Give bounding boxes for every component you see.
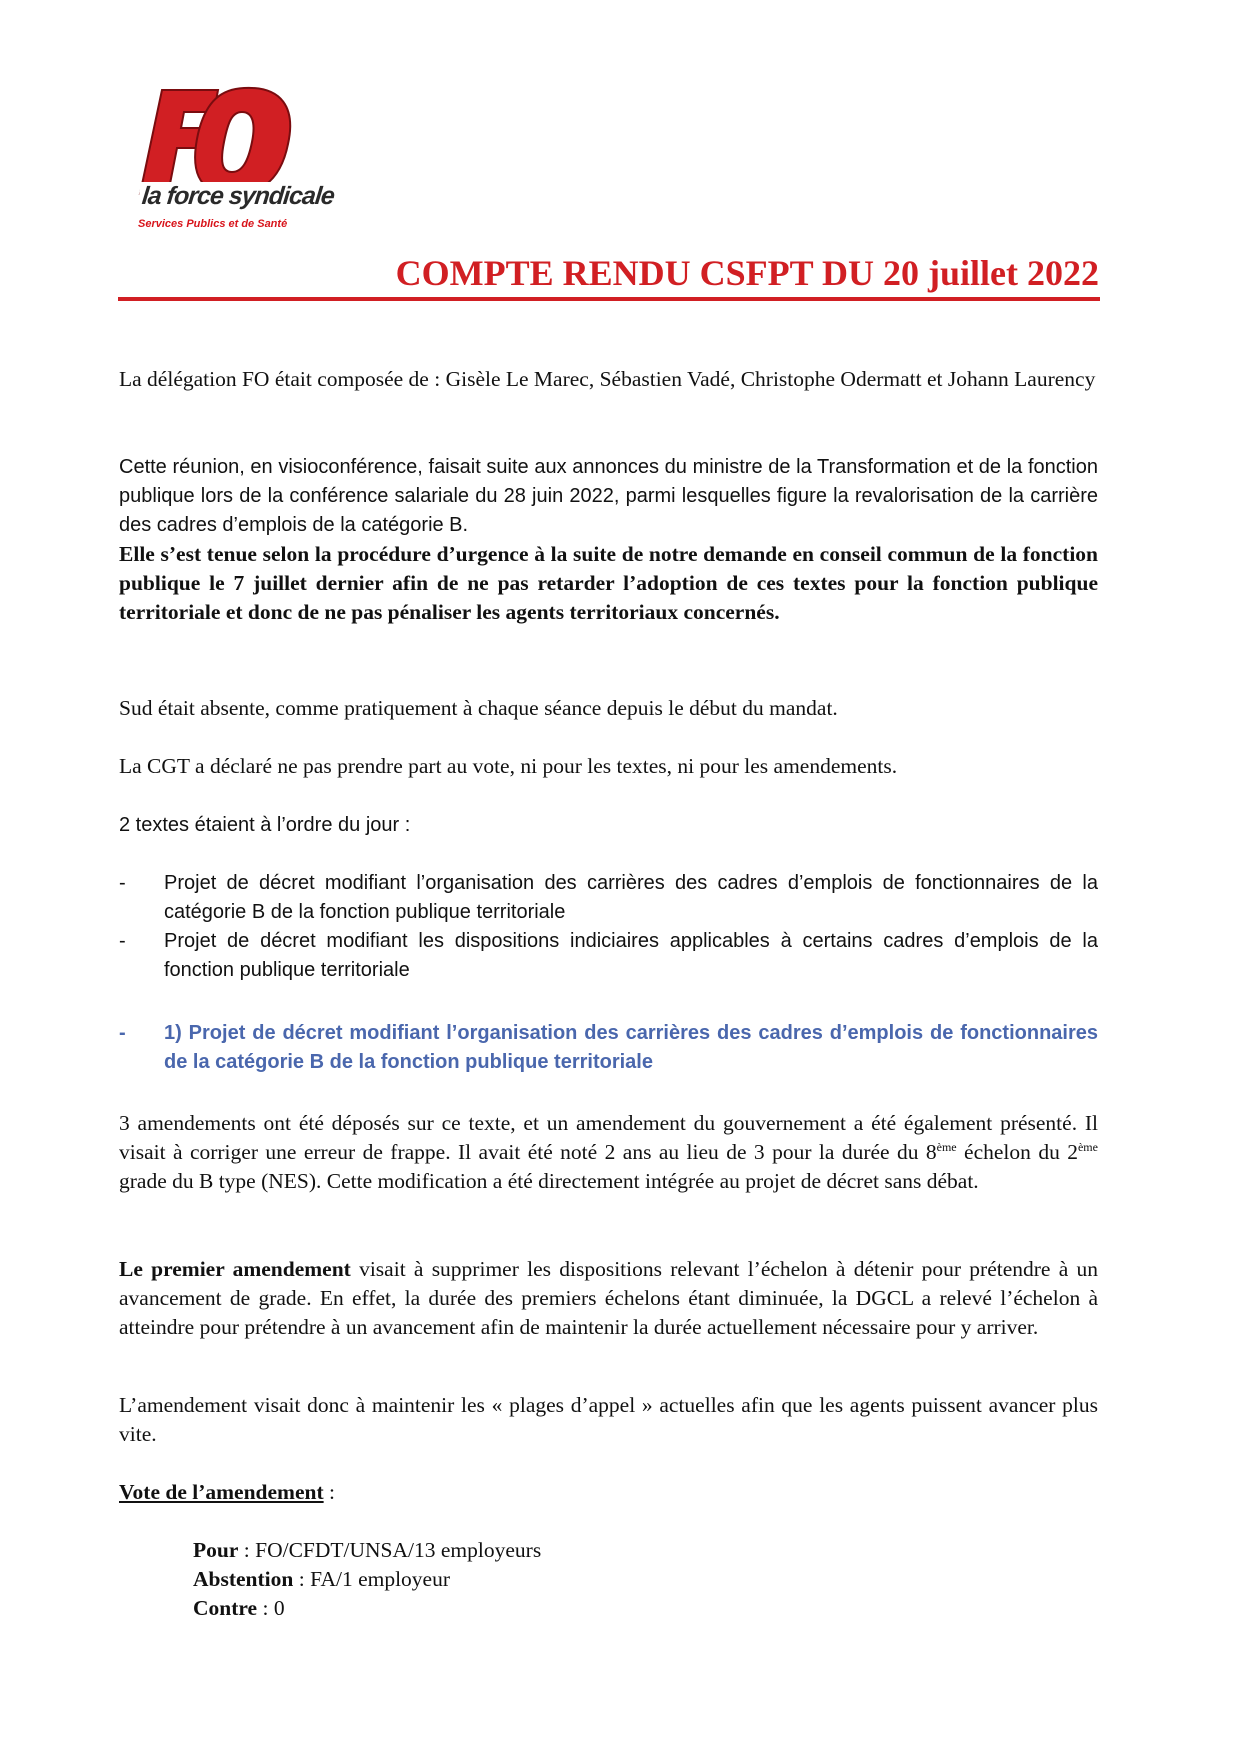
delegation-paragraph: La délégation FO était composée de : Gisèle Le Marec, Sébastien Vadé, Christophe Odermatt et Johann Laurency: [119, 367, 1096, 391]
agenda-intro: 2 textes étaient à l’ordre du jour :: [119, 814, 411, 836]
amendments-paragraph: 3 amendements ont été déposés sur ce texte, et un amendement du gouvernement a été également présenté. Il visait à corriger une erreur de frappe. Il avait été noté 2 ans au lieu de 3 pour la durée du 8ème échelon du 2ème grade du B type (NES). Cette modification a été directement intégrée au projet de décret sans débat.: [119, 1111, 1098, 1193]
agenda-list: [119, 869, 1098, 985]
logo-subtitle: Services Publics et de Santé: [138, 218, 288, 230]
urgency-paragraph: Elle s’est tenue selon la procédure d’urgence à la suite de notre demande en conseil commun de la fonction publique le 7 juillet dernier afin de ne pas retarder l’adoption de ces textes pour la fonction publique territoriale et donc de ne pas pénaliser les agents territoriaux concernés.: [119, 542, 1098, 624]
vote-heading: Vote de l’amendement :: [119, 1480, 335, 1504]
sud-paragraph: Sud était absente, comme pratiquement à chaque séance depuis le début du mandat.: [119, 696, 838, 720]
intro-paragraph: Cette réunion, en visioconférence, faisait suite aux annonces du ministre de la Transformation et de la fonction publique lors de la conférence salariale du 28 juin 2022, parmi lesquelles figure la revalorisation de la carrière des cadres d’emplois de la catégorie B.: [119, 456, 1098, 536]
vote-abstention: Abstention : FA/1 employeur: [193, 1567, 451, 1591]
agenda-item: - Projet de décret modifiant l’organisation des carrières des cadres d’emplois de fonctionnaires de la catégorie B de la fonction publique territoriale: [119, 872, 1098, 923]
agenda-item: - Projet de décret modifiant les dispositions indiciaires applicables à certains cadres d’emplois de la fonction publique territoriale: [119, 930, 1098, 981]
first-amendment-paragraph: Le premier amendement visait à supprimer les dispositions relevant l’échelon à détenir pour prétendre à un avancement de grade. En effet, la durée des premiers échelons étant diminuée, la DGCL a relevé l’échelon à atteindre pour prétendre à un avancement afin de maintenir la durée actuellement nécessaire pour y arriver.: [119, 1257, 1098, 1339]
plages-paragraph: L’amendement visait donc à maintenir les « plages d’appel » actuelles afin que les agents puissent avancer plus vite.: [119, 1393, 1098, 1446]
vote-results: [193, 1536, 541, 1623]
fo-logo: [132, 78, 302, 238]
section-1-heading: [119, 1019, 1098, 1077]
document-title: COMPTE RENDU CSFPT DU 20 juillet 2022: [395, 253, 1099, 293]
fo-logo-mark: [132, 78, 302, 198]
vote-pour: Pour : FO/CFDT/UNSA/13 employeurs: [193, 1538, 542, 1562]
title-underline: [118, 297, 1100, 301]
vote-contre: Contre : 0: [193, 1596, 285, 1620]
cgt-paragraph: La CGT a déclaré ne pas prendre part au vote, ni pour les textes, ni pour les amendements.: [119, 754, 898, 778]
logo-tagline: la force syndicale: [137, 182, 338, 211]
section-heading-item: - 1) Projet de décret modifiant l’organisation des carrières des cadres d’emplois de fonctionnaires de la catégorie B de la fonction publique territoriale: [119, 1022, 1098, 1073]
